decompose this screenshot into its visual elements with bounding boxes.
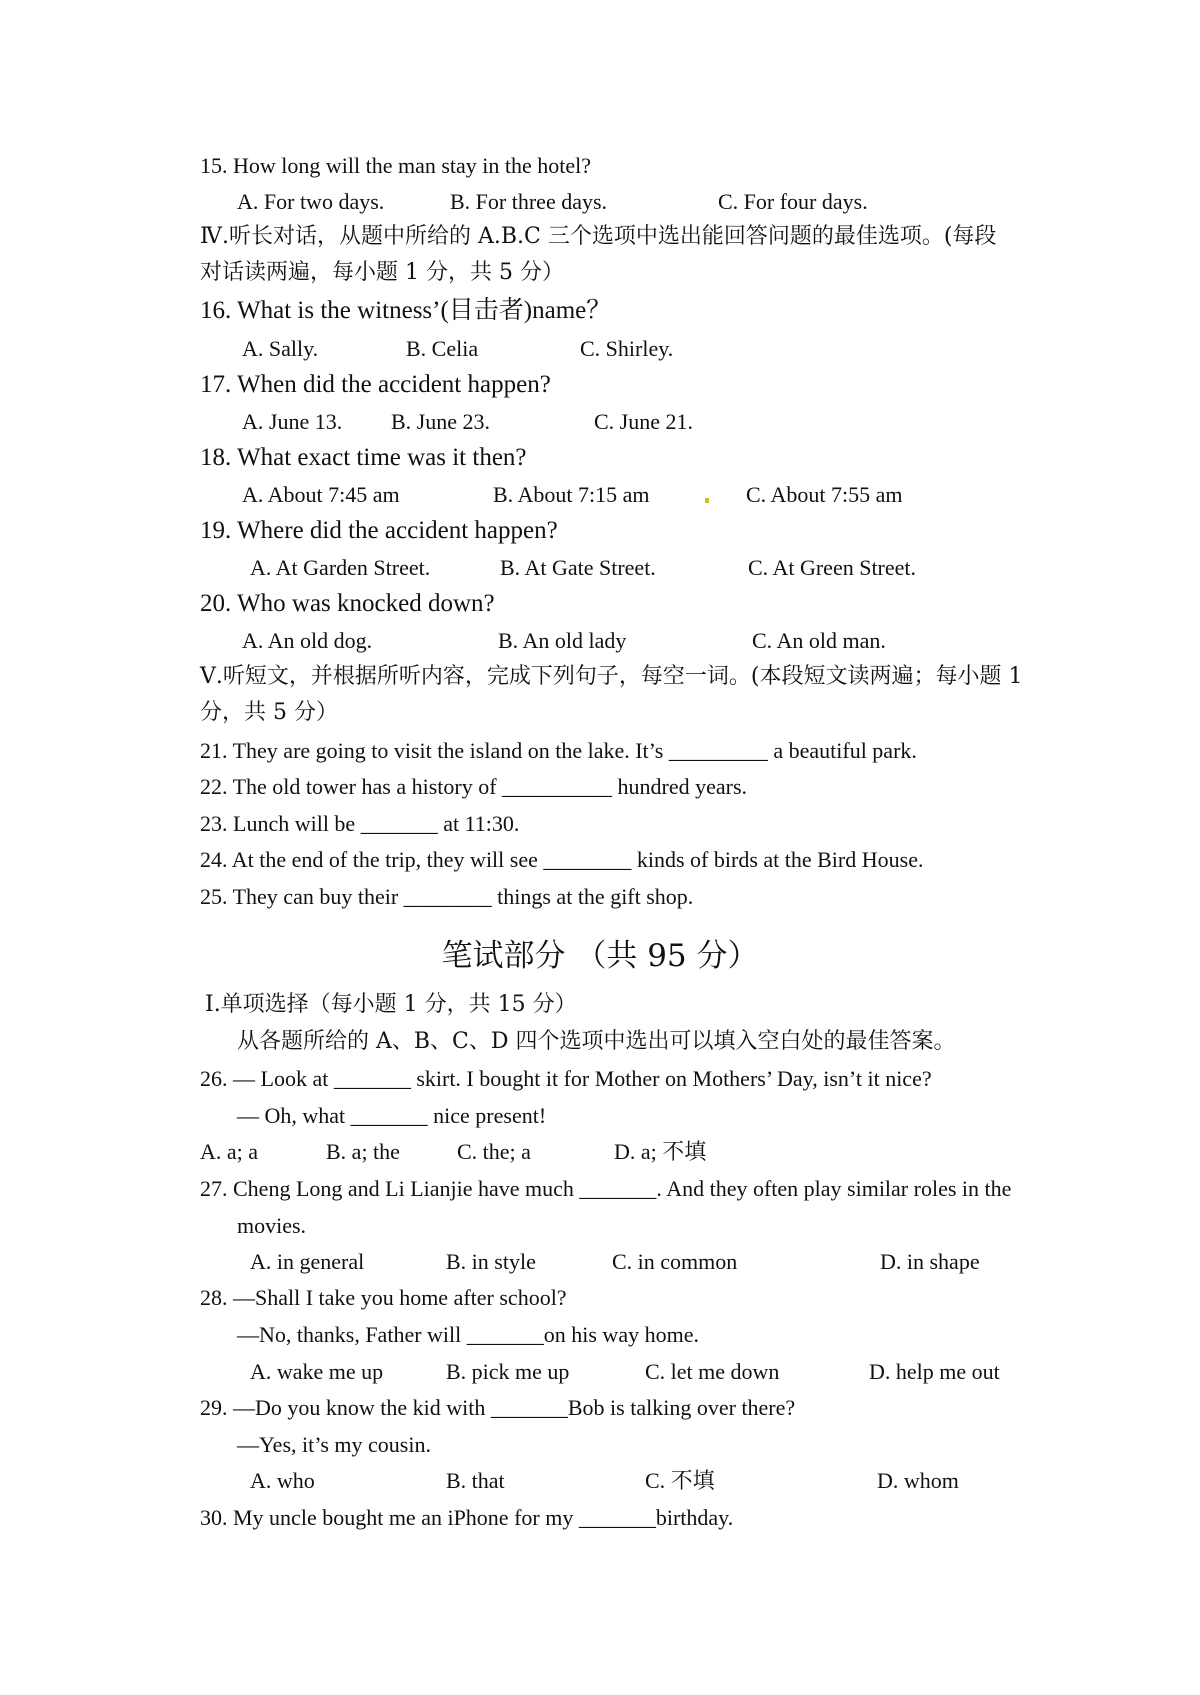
q19-option-b: B. At Gate Street. — [500, 555, 656, 580]
q29-option-a: A. who — [250, 1468, 315, 1493]
fill-sentence-21: 21. They are going to visit the island on the lake. It’s _________ a beautiful park. — [200, 738, 917, 763]
q26-option-c: C. the; a — [457, 1139, 531, 1164]
q18-stem: 18. What exact time was it then? — [200, 444, 527, 471]
q15-option-b: B. For three days. — [450, 189, 608, 214]
q15-option-c: C. For four days. — [718, 189, 868, 214]
q28-line1: 28. —Shall I take you home after school? — [200, 1285, 567, 1310]
q20-stem: 20. Who was knocked down? — [200, 590, 495, 617]
section5-instructions-line2: 分，共 5 分） — [200, 700, 338, 725]
q26-option-d: D. a; 不填 — [614, 1139, 707, 1164]
q16-option-c: C. Shirley. — [580, 336, 674, 361]
q27-line2: movies. — [237, 1213, 307, 1238]
q19-option-a: A. At Garden Street. — [250, 555, 431, 580]
q28-line2: —No, thanks, Father will _______on his way home. — [237, 1322, 699, 1347]
section4-instructions-line2: 对话读两遍，每小题 1 分，共 5 分） — [200, 260, 564, 285]
q16-option-b: B. Celia — [406, 336, 479, 361]
section1-instruction: 从各题所给的 A、B、C、D 四个选项中选出可以填入空白处的最佳答案。 — [237, 1029, 956, 1054]
q28-option-d: D. help me out — [869, 1359, 1000, 1384]
q16-option-a: A. Sally. — [242, 336, 319, 361]
q27-option-a: A. in general — [250, 1249, 365, 1274]
q29-option-c: C. 不填 — [645, 1468, 715, 1493]
q29-line2: —Yes, it’s my cousin. — [237, 1432, 431, 1457]
fill-sentence-22: 22. The old tower has a history of __________ hundred years. — [200, 774, 748, 799]
q17-option-a: A. June 13. — [242, 409, 343, 434]
q16-stem: 16. What is the witness’(目击者)name？ — [200, 297, 612, 324]
written-part-heading: 笔试部分 （共 95 分） — [441, 938, 759, 974]
fill-sentence-23: 23. Lunch will be _______ at 11:30. — [200, 811, 520, 836]
q30-line1: 30. My uncle bought me an iPhone for my _______birthday. — [200, 1505, 734, 1530]
fill-sentence-25: 25. They can buy their ________ things at the gift shop. — [200, 884, 694, 909]
q29-option-d: D. whom — [877, 1468, 959, 1493]
q20-option-a: A. An old dog. — [242, 628, 373, 653]
q26-line1: 26. — Look at _______ skirt. I bought it for Mother on Mothers’ Day, isn’t it nice? — [200, 1066, 932, 1091]
q27-line1: 27. Cheng Long and Li Lianjie have much _______. And they often play similar roles in the — [200, 1176, 1012, 1201]
stray-mark — [705, 498, 709, 503]
q27-option-c: C. in common — [612, 1249, 738, 1274]
q20-option-c: C. An old man. — [752, 628, 886, 653]
q17-option-c: C. June 21. — [594, 409, 693, 434]
section1-title: Ⅰ.单项选择（每小题 1 分，共 15 分） — [205, 992, 577, 1017]
q20-option-b: B. An old lady — [498, 628, 627, 653]
q28-option-a: A. wake me up — [250, 1359, 384, 1384]
q27-option-d: D. in shape — [880, 1249, 980, 1274]
q18-option-b: B. About 7:15 am — [493, 482, 650, 507]
q28-option-b: B. pick me up — [446, 1359, 570, 1384]
q18-option-c: C. About 7:55 am — [746, 482, 903, 507]
q28-option-c: C. let me down — [645, 1359, 780, 1384]
q26-option-b: B. a; the — [326, 1139, 400, 1164]
q15-stem: 15. How long will the man stay in the hotel? — [200, 153, 592, 178]
q17-stem: 17. When did the accident happen? — [200, 371, 551, 398]
q29-line1: 29. —Do you know the kid with _______Bob is talking over there? — [200, 1395, 796, 1420]
section4-instructions-line1: Ⅳ.听长对话，从题中所给的 A.B.C 三个选项中选出能回答问题的最佳选项。(每段 — [200, 224, 997, 249]
q26-option-a: A. a; a — [200, 1139, 259, 1164]
q19-stem: 19. Where did the accident happen? — [200, 517, 558, 544]
q27-option-b: B. in style — [446, 1249, 536, 1274]
q18-option-a: A. About 7:45 am — [242, 482, 400, 507]
section5-instructions-line1: Ⅴ.听短文，并根据所听内容，完成下列句子，每空一词。(本段短文读两遍；每小题 1 — [200, 664, 1023, 689]
q17-option-b: B. June 23. — [391, 409, 490, 434]
q29-option-b: B. that — [446, 1468, 505, 1493]
q19-option-c: C. At Green Street. — [748, 555, 917, 580]
q15-option-a: A. For two days. — [237, 189, 385, 214]
fill-sentence-24: 24. At the end of the trip, they will see ________ kinds of birds at the Bird House. — [200, 847, 924, 872]
q26-line2: — Oh, what _______ nice present! — [237, 1103, 547, 1128]
